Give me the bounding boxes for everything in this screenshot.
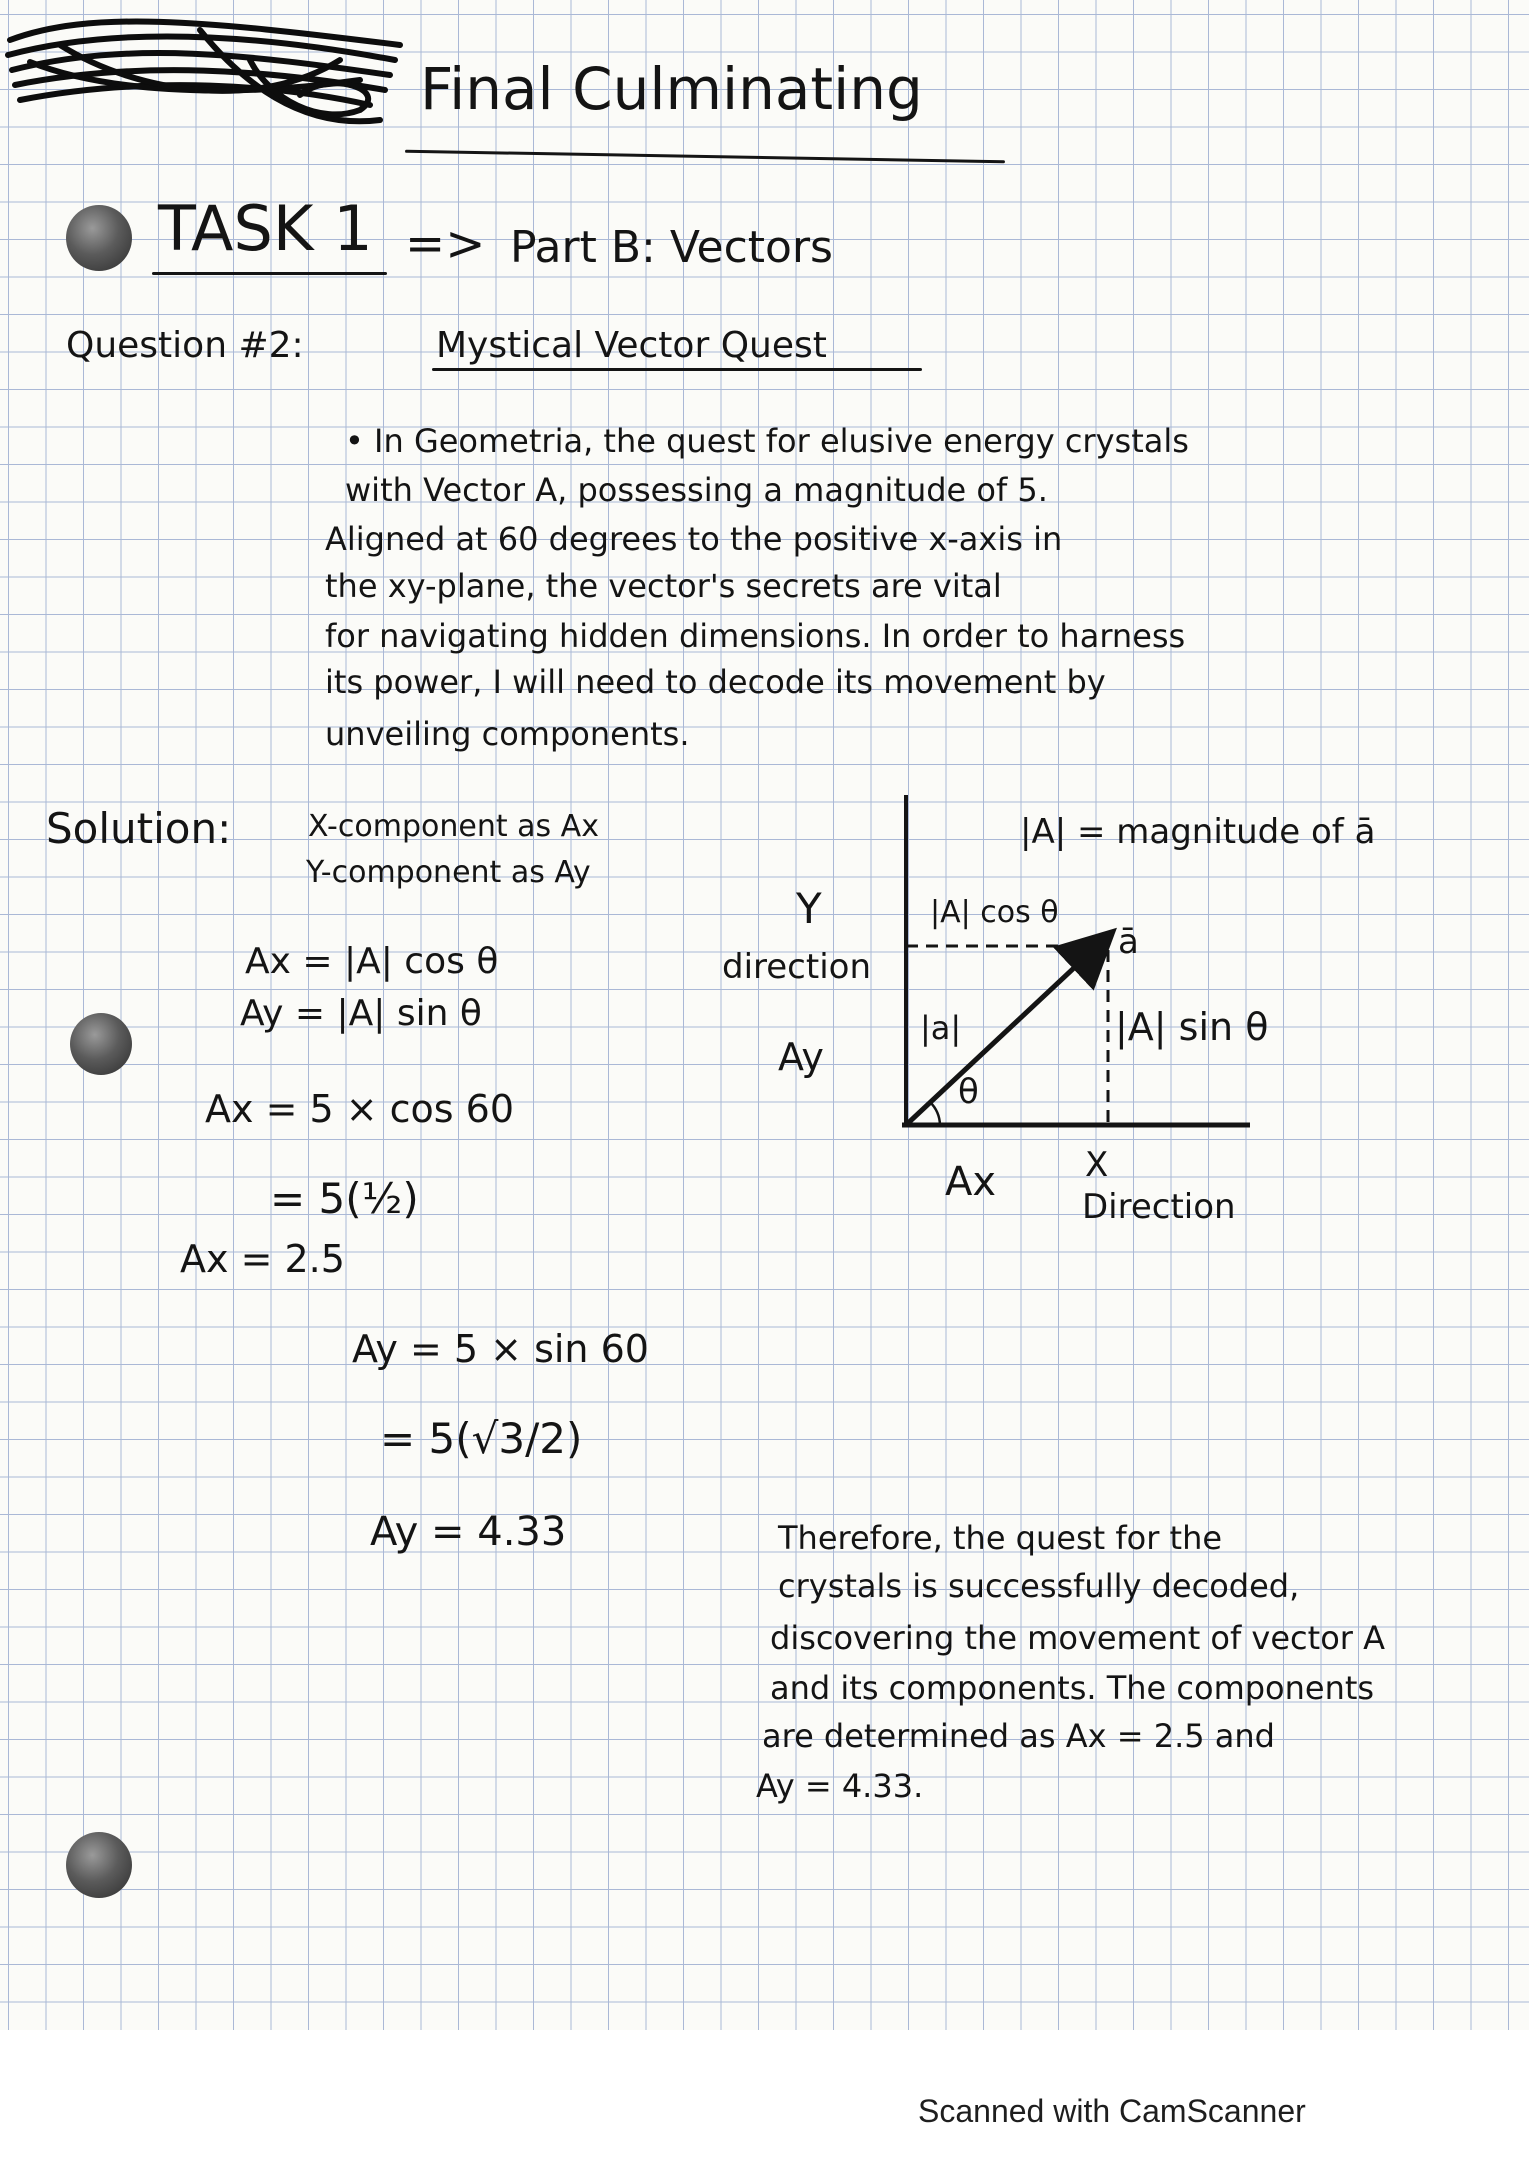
- y-axis-label: Y: [796, 884, 822, 933]
- task-label: TASK 1: [158, 192, 373, 265]
- ay-step-1: Ay = 5 × sin 60: [352, 1327, 649, 1371]
- body-line: with Vector A, possessing a magnitude of 5.: [345, 471, 1048, 509]
- body-line: its power, I will need to decode its movement by: [325, 663, 1106, 701]
- body-line: for navigating hidden dimensions. In order to harness: [325, 617, 1186, 655]
- body-line: • In Geometria, the quest for elusive energy crystals: [345, 422, 1189, 460]
- ax-result: Ax = 2.5: [180, 1237, 345, 1281]
- camscanner-watermark: Scanned with CamScanner: [918, 2093, 1306, 2129]
- task-part: Part B: Vectors: [510, 222, 833, 273]
- x-direction-label: Direction: [1082, 1187, 1236, 1227]
- conclusion-line: Therefore, the quest for the: [778, 1519, 1223, 1557]
- angle-theta-label: θ: [958, 1072, 979, 1112]
- conclusion-line: discovering the movement of vector A: [770, 1619, 1385, 1657]
- x-axis-label: X: [1085, 1145, 1109, 1185]
- question-title-underline: [432, 368, 922, 371]
- solution-label: Solution:: [46, 804, 232, 853]
- sin-component-label: |A| sin θ: [1115, 1005, 1269, 1049]
- conclusion-line: and its components. The components: [770, 1669, 1375, 1707]
- conclusion-line: Ay = 4.33.: [756, 1767, 924, 1805]
- ay-result: Ay = 4.33: [370, 1509, 567, 1555]
- body-line: unveiling components.: [325, 715, 690, 753]
- binder-hole-2: [70, 1013, 132, 1075]
- hypotenuse-label: |a|: [920, 1009, 962, 1047]
- conclusion-line: are determined as Ax = 2.5 and: [762, 1717, 1275, 1755]
- conclusion-line: crystals is successfully decoded,: [778, 1567, 1300, 1605]
- vector-a-label: ā: [1118, 922, 1139, 962]
- ax-step-2: = 5(½): [270, 1174, 419, 1223]
- ax-diagram-label: Ax: [945, 1159, 997, 1205]
- binder-hole-3: [66, 1832, 132, 1898]
- title-underline: [405, 150, 1005, 163]
- task-arrow: =>: [405, 216, 486, 272]
- redacted-name-scribble: [0, 0, 420, 140]
- body-line: the xy-plane, the vector's secrets are vital: [325, 567, 1002, 605]
- angle-arc: [930, 1102, 940, 1125]
- binder-hole-1: [66, 205, 132, 271]
- ax-step-1: Ax = 5 × cos 60: [205, 1087, 515, 1131]
- solution-def-x: X-component as Ax: [308, 809, 599, 844]
- question-label: Question #2:: [66, 325, 304, 366]
- body-line: Aligned at 60 degrees to the positive x-axis in: [325, 520, 1063, 558]
- ay-label: Ay: [778, 1035, 824, 1079]
- vector-diagram: [880, 790, 1280, 1150]
- y-direction-label: direction: [722, 947, 871, 987]
- ay-step-2: = 5(√3/2): [380, 1414, 583, 1463]
- cos-component-label: |A| cos θ: [930, 895, 1059, 930]
- solution-def-y: Y-component as Ay: [306, 855, 591, 890]
- formula-ay: Ay = |A| sin θ: [240, 993, 482, 1034]
- formula-ax: Ax = |A| cos θ: [245, 941, 499, 982]
- page-title: Final Culminating: [420, 55, 923, 123]
- task-underline: [152, 272, 387, 275]
- question-title: Mystical Vector Quest: [436, 325, 827, 366]
- magnitude-note: |A| = magnitude of ā: [1020, 812, 1376, 852]
